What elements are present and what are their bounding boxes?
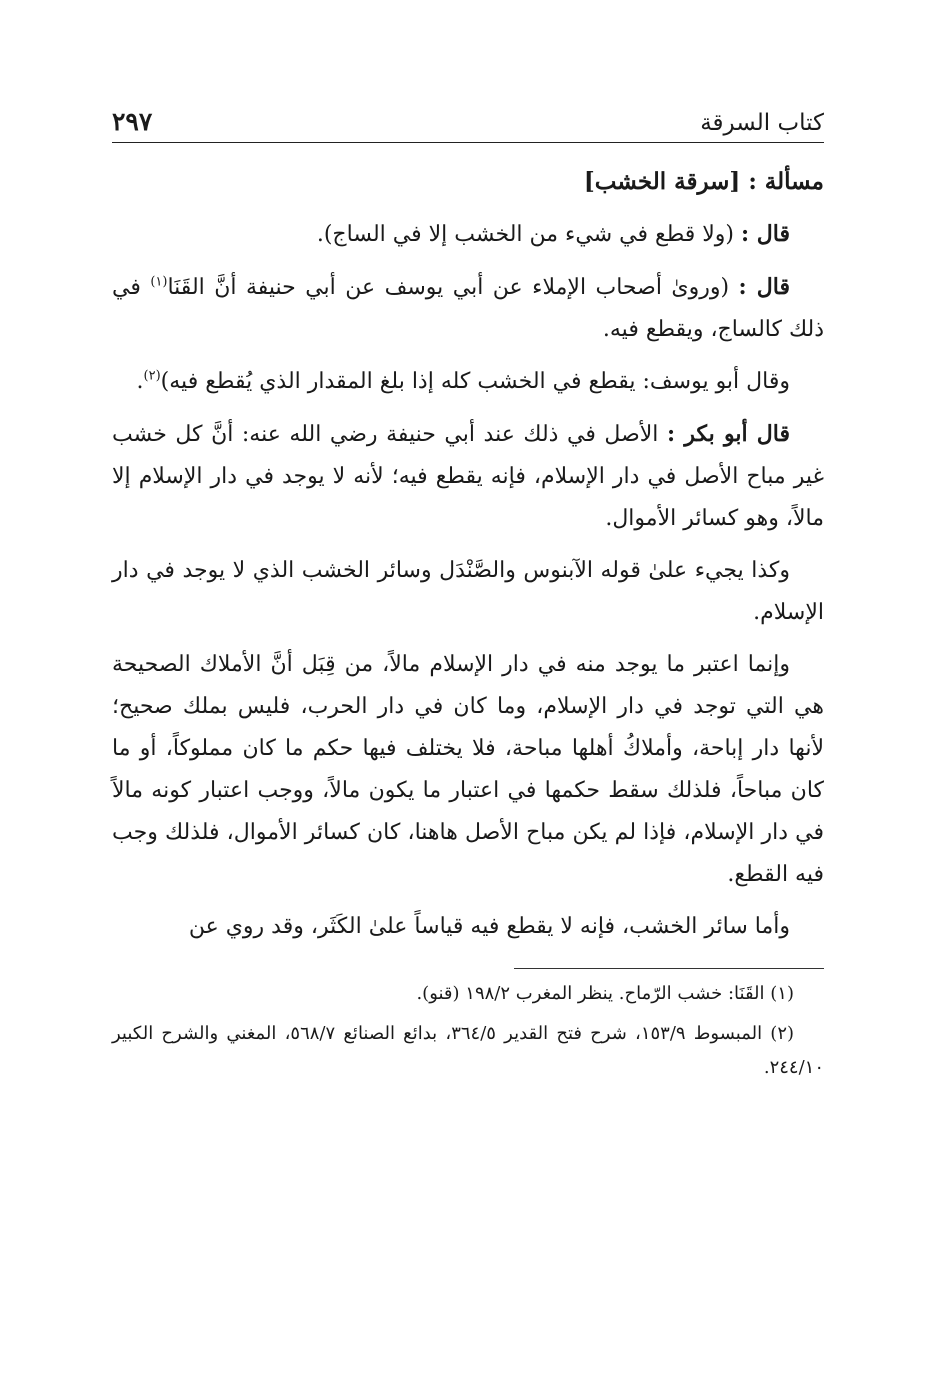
heading-label: مسألة : [748,168,824,195]
running-title: كتاب السرقة [700,110,824,136]
paragraph-1 [112,213,824,256]
paragraph-4 [112,413,824,540]
footnotes [112,977,824,1085]
footnote-1: (١) القَنَا: خشب الرّماح. ينظر المغرب ١٩٨/٢ (قنو). [416,983,794,1004]
paragraph-lead: قال : [741,221,790,247]
paragraph-text: وكذا يجيء علىٰ قوله الآبنوس والصَّنْدَل وسائر الخشب الذي لا يوجد في دار الإسلام. [112,558,824,625]
paragraph-2 [112,266,824,351]
footnote-ref-2: (٢) [143,368,161,384]
heading-title: [سرقة الخشب] [583,168,741,195]
footnote-2: (٢) المبسوط ١٥٣/٩، شرح فتح القدير ٣٦٤/٥، بدائع الصنائع ٥٦٨/٧، المغني والشرح الكبير ٢٤٤/١٠. [112,1023,824,1078]
paragraph-text: وقال أبو يوسف: يقطع في الخشب كله إذا بلغ المقدار الذي يُقطع فيه) [160,369,790,394]
paragraph-tail: في ذلك كالساج، ويقطع فيه. [112,275,824,342]
paragraph-text: وأما سائر الخشب، فإنه لا يقطع فيه قياساً علىٰ الكَثَر، وقد روي عن [188,914,790,939]
paragraph-text: (ولا قطع في شيء من الخشب إلا في الساج). [316,222,742,247]
paragraph-text: الأصل في ذلك عند أبي حنيفة رضي الله عنه: أنَّ كل خشب غير مباح الأصل في دار الإسلام، فإنه يقطع فيه؛ لأنه لا يوجد في دار الإسلام إلا مالاً، وهو كسائر الأموال. [112,422,824,531]
paragraph-3 [112,361,824,403]
paragraph-text: (وروىٰ أصحاب الإملاء عن أبي يوسف عن أبي حنيفة أنَّ القَنَا [167,275,739,300]
main-text [112,161,824,948]
paragraph-tail: . [136,369,144,394]
page-number: ٢٩٧ [112,107,153,136]
paragraph-lead: قال : [738,274,790,300]
paragraph-5 [112,550,824,634]
footnote-separator [514,968,824,969]
paragraph-text: وإنما اعتبر ما يوجد منه في دار الإسلام مالاً، من قِبَل أنَّ الأملاك الصحيحة هي التي توجد في دار الإسلام، وما كان في دار الحرب، فليس بملك صحيح؛ لأنها دار إباحة، وأملاكُ أهلها مباحة، فلا يختلف فيها حكم ما كان مملوكاً، أو ما كان مباحاً، فلذلك سقط حكمها في اعتبار ما يكون مالاً، ووجب اعتبار كونه مالاً في دار الإسلام، فإذا لم يكن مباح الأصل هاهنا، كان كسائر الأموال، فلذلك وجب فيه القطع. [112,652,824,887]
paragraph-6 [112,644,824,896]
page-header [112,88,824,143]
section-heading [112,161,824,203]
book-page [112,88,824,1091]
footnote-ref-1: (١) [150,274,168,290]
paragraph-lead: قال أبو بكر : [666,421,790,447]
paragraph-7 [112,906,824,948]
